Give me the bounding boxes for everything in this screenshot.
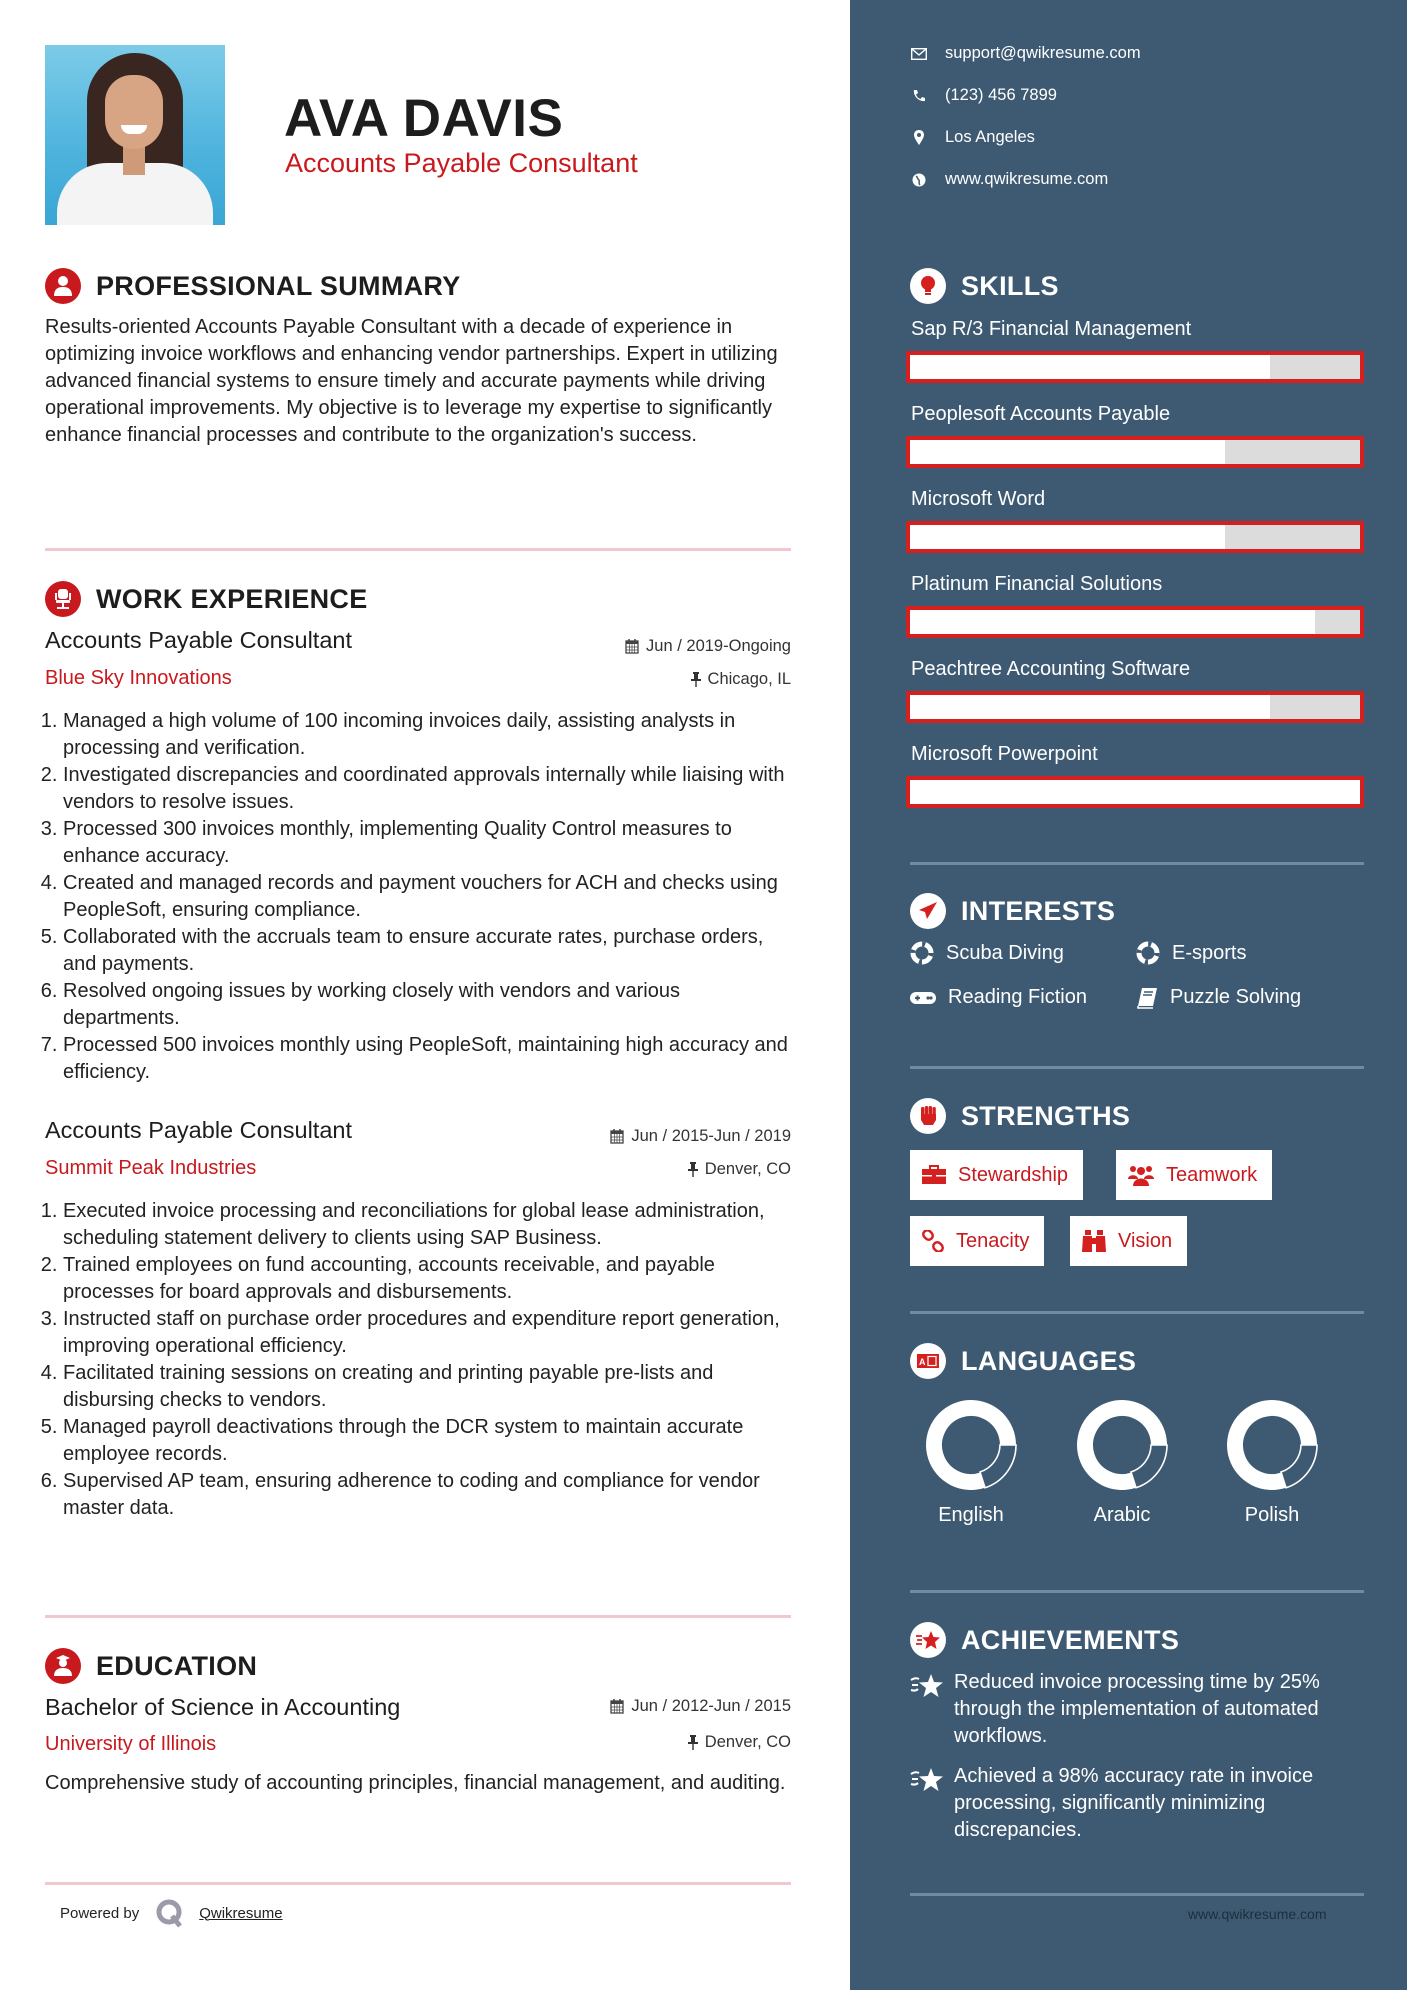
section-divider: [45, 1615, 791, 1618]
user-icon: [45, 268, 81, 304]
job-title: Accounts Payable Consultant: [45, 627, 352, 653]
language-donut-chart: [1224, 1397, 1320, 1493]
achievements-heading: ACHIEVEMENTS: [961, 1624, 1180, 1655]
candidate-title: Accounts Payable Consultant: [285, 148, 638, 178]
duty-item: 5. Collaborated with the accruals team to ensure accurate rates, purchase orders, and payments.: [63, 924, 800, 978]
interest-item: Reading Fiction: [910, 986, 1087, 1009]
language-donut-chart: [923, 1397, 1019, 1493]
calendar-icon: [610, 1699, 624, 1714]
duty-item: 4. Facilitated training sessions on creating and printing payable pre-lists and disbursing checks to vendors.: [63, 1360, 800, 1414]
skill-bar: [906, 521, 1364, 553]
interests-section-header: [910, 893, 1115, 929]
section-divider: [45, 548, 791, 551]
skill-bar: [906, 606, 1364, 638]
shooting-star-icon: [910, 1672, 944, 1698]
skill-label: Microsoft Word: [911, 488, 1046, 510]
strength-tag: Stewardship: [910, 1150, 1083, 1200]
map-marker-icon: [914, 130, 924, 145]
summary-heading: PROFESSIONAL SUMMARY: [96, 270, 461, 301]
duty-item: 3. Instructed staff on purchase order procedures and expenditure report generation, improving operational efficiency.: [63, 1306, 800, 1360]
job-company: Blue Sky Innovations: [45, 667, 232, 689]
phone-icon: [912, 89, 926, 103]
summary-section-header: [45, 268, 461, 304]
section-divider: [910, 1311, 1364, 1314]
education-dates: Jun / 2012-Jun / 2015: [610, 1697, 791, 1716]
envelope-icon: [911, 48, 927, 60]
section-divider: [910, 1893, 1364, 1896]
experience-heading: WORK EXPERIENCE: [96, 583, 368, 614]
duty-item: 6. Resolved ongoing issues by working closely with vendors and various departments.: [63, 978, 800, 1032]
paper-plane-icon: [910, 893, 946, 929]
skill-label: Microsoft Powerpoint: [911, 743, 1098, 765]
skill-bar: [906, 436, 1364, 468]
svg-text:A: A: [919, 1357, 926, 1367]
skill-bar: [906, 351, 1364, 383]
interest-item: Scuba Diving: [910, 941, 1064, 965]
education-location: Denver, CO: [688, 1733, 791, 1752]
duty-item: 6. Supervised AP team, ensuring adherence to coding and compliance for vendor master data.: [63, 1468, 800, 1522]
contact-email: support@qwikresume.com: [910, 44, 1141, 63]
calendar-icon: [610, 1129, 624, 1144]
qwikresume-link[interactable]: Qwikresume: [199, 1904, 283, 1922]
calendar-icon: [625, 639, 639, 654]
lifebuoy-icon: [910, 941, 934, 965]
section-divider: [910, 1590, 1364, 1593]
duty-item: 1. Managed a high volume of 100 incoming invoices daily, assisting analysts in processing and verification.: [63, 708, 800, 762]
section-divider: [910, 862, 1364, 865]
interests-heading: INTERESTS: [961, 895, 1116, 926]
strength-tag: Teamwork: [1116, 1150, 1272, 1200]
section-divider: [45, 1882, 791, 1885]
skill-bar: [906, 776, 1364, 808]
job-title: Accounts Payable Consultant: [45, 1117, 352, 1143]
skill-bar-fill: [910, 525, 1225, 549]
skill-label: Platinum Financial Solutions: [911, 573, 1163, 595]
strength-tag: Tenacity: [910, 1216, 1044, 1266]
skills-section-header: [910, 268, 1059, 304]
qwikresume-logo-icon: [155, 1898, 185, 1928]
strengths-section-header: [910, 1098, 1130, 1134]
skills-heading: SKILLS: [961, 270, 1059, 301]
skill-label: Peachtree Accounting Software: [911, 658, 1191, 680]
job-company: Summit Peak Industries: [45, 1157, 257, 1179]
job-location: Chicago, IL: [691, 670, 791, 689]
strength-tag: Vision: [1070, 1216, 1187, 1266]
section-divider: [910, 1066, 1364, 1069]
gamepad-icon: [910, 990, 936, 1006]
footer-website[interactable]: www.qwikresume.com: [1188, 1906, 1327, 1922]
office-chair-icon: [45, 581, 81, 617]
school-name: University of Illinois: [45, 1733, 217, 1755]
skill-bar-fill: [910, 695, 1270, 719]
duty-item: 2. Investigated discrepancies and coordinated approvals internally while liaising with vendors to resolve issues.: [63, 762, 800, 816]
fist-icon: [910, 1098, 946, 1134]
experience-section-header: [45, 581, 368, 617]
pushpin-icon: [691, 672, 701, 687]
duty-item: 5. Managed payroll deactivations through the DCR system to maintain accurate employee records.: [63, 1414, 800, 1468]
pushpin-icon: [688, 1162, 698, 1177]
summary-text: Results-oriented Accounts Payable Consultant with a decade of experience in optimizing invoice workflows and enhancing vendor partnerships. Expert in utilizing advanced financial systems to ensure timely and accurate payments while driving operational improvements. My objective is to leverage my expertise to significantly enhance financial processes and contribute to the organization's success.: [45, 316, 778, 446]
achievement-item: Reduced invoice processing time by 25% through the implementation of automated workflows.: [910, 1669, 1380, 1750]
briefcase-icon: [922, 1165, 946, 1185]
skill-bar-fill: [910, 780, 1360, 804]
education-heading: EDUCATION: [96, 1650, 258, 1681]
candidate-name: AVA DAVIS: [284, 89, 564, 148]
language-donut-chart: [1074, 1397, 1170, 1493]
job-dates: Jun / 2019-Ongoing: [625, 637, 791, 656]
education-section-header: [45, 1648, 257, 1684]
powered-by: Powered by Qwikresume: [60, 1898, 283, 1928]
book-icon: [1136, 987, 1158, 1009]
education-description: Comprehensive study of accounting principles, financial management, and auditing.: [45, 1772, 786, 1794]
shooting-star-icon: [910, 1766, 944, 1792]
duty-item: 1. Executed invoice processing and reconciliations for global lease administration, scheduling statement delivery to clients using SAP Business.: [63, 1198, 800, 1252]
users-icon: [1128, 1164, 1154, 1186]
achievement-item: Achieved a 98% accuracy rate in invoice processing, significantly minimizing discrepancies.: [910, 1763, 1380, 1844]
duty-item: 2. Trained employees on fund accounting, accounts receivable, and payable processes for board approvals and disbursements.: [63, 1252, 800, 1306]
skill-label: Peoplesoft Accounts Payable: [911, 403, 1171, 425]
languages-heading: LANGUAGES: [961, 1345, 1137, 1376]
language-item: Polish: [1222, 1397, 1322, 1527]
lightbulb-icon: [910, 268, 946, 304]
pushpin-icon: [688, 1735, 698, 1750]
sidebar: [850, 0, 1407, 1990]
interest-item: Puzzle Solving: [1136, 986, 1301, 1009]
profile-photo: [45, 45, 225, 225]
shooting-star-icon: [910, 1622, 946, 1658]
achievements-section-header: [910, 1622, 1179, 1658]
skill-bar-fill: [910, 610, 1315, 634]
job-location: Denver, CO: [688, 1160, 791, 1179]
languages-section-header: [910, 1343, 1136, 1379]
skill-bar: [906, 691, 1364, 723]
binoculars-icon: [1082, 1230, 1106, 1252]
degree-title: Bachelor of Science in Accounting: [45, 1694, 401, 1720]
skill-bar-fill: [910, 355, 1270, 379]
graduate-icon: [45, 1648, 81, 1684]
globe-icon: [912, 173, 926, 187]
skill-label: Sap R/3 Financial Management: [911, 318, 1192, 340]
duty-item: 4. Created and managed records and payment vouchers for ACH and checks using PeopleSoft, ensuring compliance.: [63, 870, 800, 924]
duty-item: 3. Processed 300 invoices monthly, implementing Quality Control measures to enhance accuracy.: [63, 816, 800, 870]
chain-link-icon: [922, 1230, 944, 1252]
strengths-heading: STRENGTHS: [961, 1100, 1131, 1131]
duty-item: 7. Processed 500 invoices monthly using PeopleSoft, maintaining high accuracy and efficiency.: [63, 1032, 800, 1086]
contact-phone: (123) 456 7899: [910, 86, 1057, 105]
lifebuoy-icon: [1136, 941, 1160, 965]
interest-item: E-sports: [1136, 941, 1246, 965]
job-duties-list: [45, 708, 800, 1086]
language-item: Arabic: [1072, 1397, 1172, 1527]
translate-icon: [910, 1343, 946, 1379]
job-duties-list: [45, 1198, 800, 1522]
job-dates: Jun / 2015-Jun / 2019: [610, 1127, 791, 1146]
skill-bar-fill: [910, 440, 1225, 464]
contact-website: www.qwikresume.com: [910, 170, 1108, 189]
language-item: English: [921, 1397, 1021, 1527]
contact-location: Los Angeles: [910, 128, 1035, 147]
